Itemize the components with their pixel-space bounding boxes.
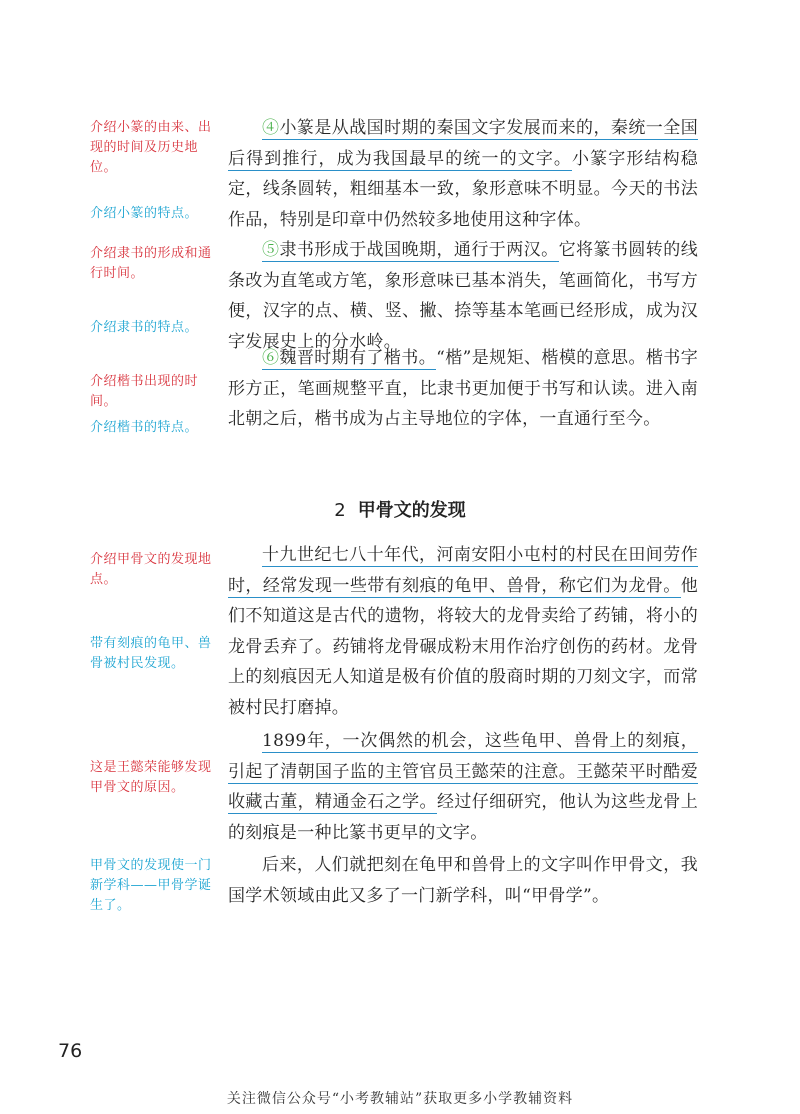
- page-number: 76: [58, 1040, 83, 1062]
- footer-note: 关注微信公众号“小考教辅站”获取更多小学教辅资料: [226, 1091, 574, 1107]
- underlined-sentence: ④小篆是从战国时期的秦国文字发展而来的，秦统一全国后得到推行，成为我国最早的统一的文字。: [228, 118, 698, 169]
- section-number: 2: [334, 500, 346, 521]
- underlined-sentence: 1899年，一次偶然的机会，这些龟甲、兽骨上的刻痕，引起了清朝国子监的主管官员王懿荣的注意。: [228, 731, 698, 782]
- margin-note: 这是王懿荣能够发现甲骨文的原因。: [90, 760, 212, 795]
- margin-note: 介绍小篆的由来、出现的时间及历史地位。: [90, 120, 212, 175]
- paragraph-marker: ⑤: [262, 240, 280, 260]
- margin-note: 甲骨文的发现使一门新学科——甲骨学诞生了。: [90, 858, 212, 913]
- paragraph-marker: ④: [262, 118, 280, 138]
- section-title: 甲骨文的发现: [357, 500, 466, 521]
- underlined-sentence: ⑥魏晋时期有了楷书。: [262, 348, 437, 368]
- margin-note: 带有刻痕的龟甲、兽骨被村民发现。: [90, 636, 212, 671]
- margin-note: 介绍隶书的形成和通行时间。: [90, 246, 212, 281]
- paragraph-8: 1899年，一次偶然的机会，这些龟甲、兽骨上的刻痕，引起了清朝国子监的主管官员王懿荣的注意。王懿荣平时酷爱收藏古董，精通金石之学。经过仔细研究，他认为这些龙骨上的刻痕是一种比篆书更早的文字。: [228, 731, 699, 843]
- paragraph-4: ④小篆是从战国时期的秦国文字发展而来的，秦统一全国后得到推行，成为我国最早的统一的文字。小篆字形结构稳定，线条圆转，粗细基本一致，象形意味不明显。今天的书法作品，特别是印章中仍然较多地使用这种字体。: [228, 118, 698, 230]
- underlined-sentence: 十九世纪七八十年代，河南安阳小屯村的村民在田间劳作时，经常发现一些带有刻痕的龟甲、兽骨，称它们为龙骨。: [228, 545, 698, 596]
- margin-note: 介绍楷书的特点。: [90, 420, 199, 435]
- margin-note: 介绍楷书出现的时间。: [90, 374, 199, 409]
- underlined-sentence: ⑤隶书形成于战国晚期，通行于两汉。: [262, 240, 559, 260]
- section-heading: [0, 496, 800, 522]
- paragraph-5: ⑤隶书形成于战国晚期，通行于两汉。它将篆书圆转的线条改为直笔或方笔，象形意味已基本消失，笔画简化，书写方便，汉字的点、横、竖、撇、捺等基本笔画已经形成，成为汉字发展史上的分水岭。: [228, 240, 698, 352]
- underlined-sentence: 王懿荣平时酷爱收藏古董，精通金石之学。: [228, 761, 699, 812]
- margin-note: 介绍甲骨文的发现地点。: [90, 552, 212, 587]
- paragraph-9: 后来，人们就把刻在龟甲和兽骨上的文字叫作甲骨文，我国学术领域由此又多了一门新学科，叫“甲骨学”。: [228, 855, 698, 906]
- paragraph-6: ⑥魏晋时期有了楷书。“楷”是规矩、楷模的意思。楷书字形方正，笔画规整平直，比隶书更加便于书写和认读。进入南北朝之后，楷书成为占主导地位的字体，一直通行至今。: [228, 348, 698, 429]
- margin-note: 介绍隶书的特点。: [90, 320, 199, 335]
- margin-note: 介绍小篆的特点。: [90, 206, 199, 221]
- paragraph-marker: ⑥: [262, 348, 280, 368]
- paragraph-7: 十九世纪七八十年代，河南安阳小屯村的村民在田间劳作时，经常发现一些带有刻痕的龟甲、兽骨，称它们为龙骨。他们不知道这是古代的遗物，将较大的龙骨卖给了药铺，将小的龙骨丢弃了。药铺将龙骨碾成粉末用作治疗创伤的药材。龙骨上的刻痕因无人知道是极有价值的殷商时期的刀刻文字，而常被村民打磨掉。: [228, 545, 698, 718]
